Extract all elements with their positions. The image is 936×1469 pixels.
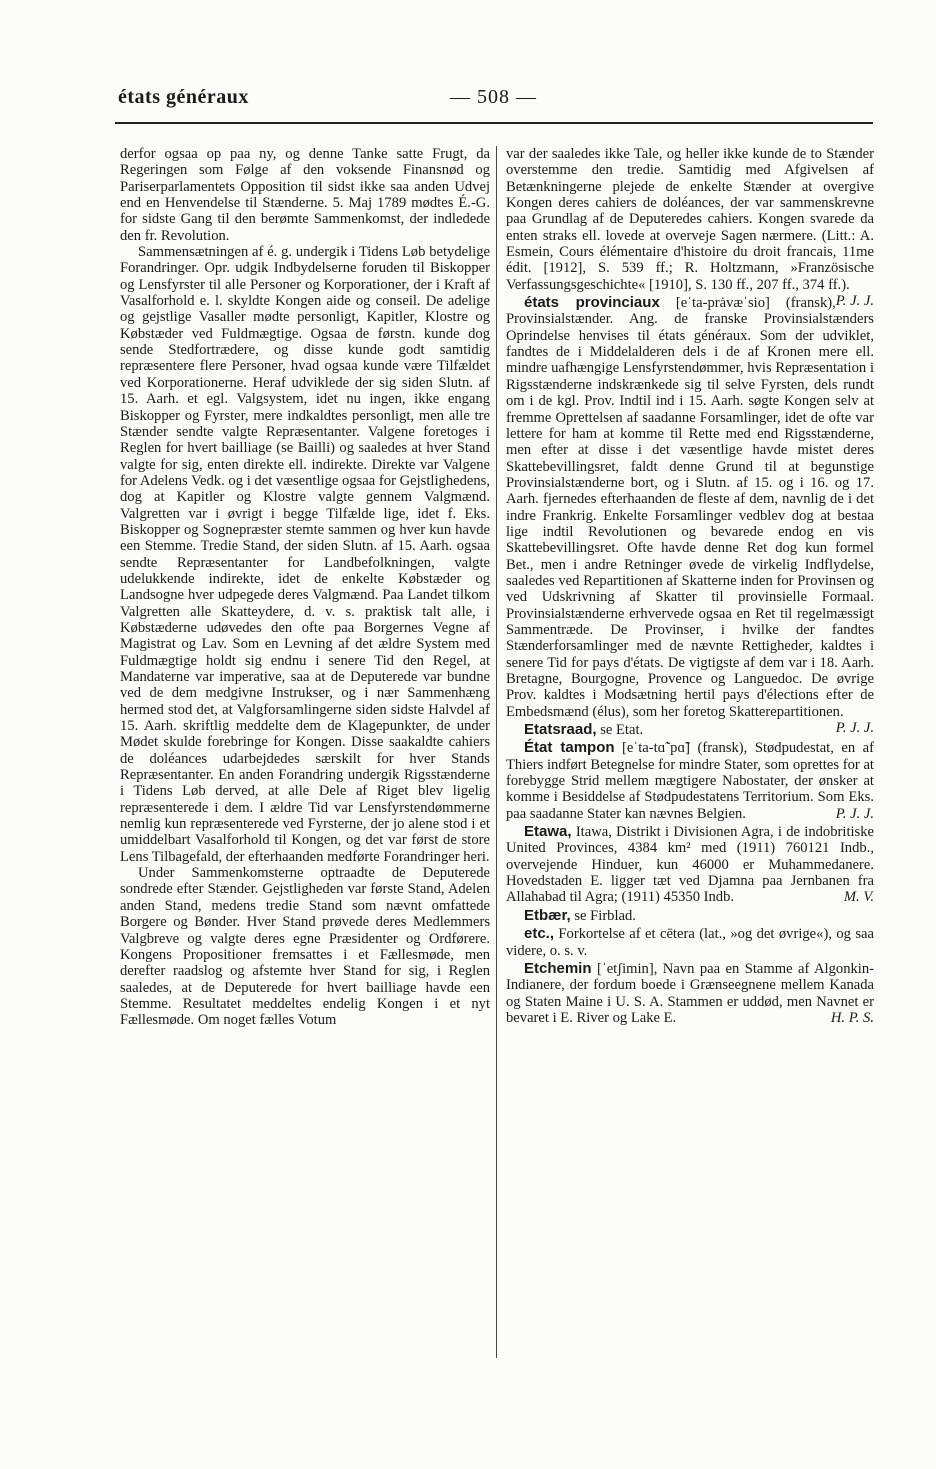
entry-headword: etc., [524,925,555,943]
entry-text: [eˈta-prȧvæˈsio] (fransk), Provinsialstænder. Ang. de franske Provinsialstænders Oprindelse henvises til états généraux. Som der udviklet, fandtes de i Middelalderen dels i de af Kronen mere ell. mindre uafhængige Lensfyrstendømmer, hvis Repræsentation i Rigsstænderne indskrænkede sig til selve Fyrsten, dels rundt om i de kgl. Prov. Indtil ind i 15. Aarh. søgte Kongen selv at fremme Oprettelsen af saadanne Forsamlinger, idet de ofte var lettere for ham at komme til Rette med end Rigsstænderne, men efter at disse i det væsentlige havde mistet deres Skattebevillingsret, faldt denne Grund til at begunstige Provinsialstænderne bort, og i Slutn. af 15. og i 16. og 17. Aarh. fjernedes efterhaanden de fleste af dem, navnlig de i det indre Frankrig. Enkelte Forsamlinger vedblev dog at bestaa lige indtil Revolutionen og bevarede endog en vis Skattebevillingsret. Ofte havde denne Ret dog kun formel Bet., men i andre Retninger øvede de virkelig Indflydelse, saaledes ved Repartitionen af Skatterne inden for Provinsen og ved Udskrivning af Skatter til provinsielle Formaal. Provinsialstænderne erhvervede ogsaa en Ret til regelmæssigt Sammentræde. De Provinser, i hvilke der fandtes Stænderforsamlinger med de nævnte Rettigheder, kaldtes i senere Tid for pays d'états. De vigtigste af dem var i 18. Aarh. Bretagne, Bourgogne, Provence og Languedoc. De øvrige Prov. kaldtes i Modsætning hertil pays d'élections efter de Embedsmænd (élus), som her foretog Skatterepartitionen. [506,295,874,720]
author-signature: M. V. [843,889,874,906]
author-signature: P. J. J. [835,293,874,310]
entry-text: se Firblad. [574,907,636,924]
entry-etawa [506,824,874,906]
paragraph: derfor ogsaa op paa ny, og denne Tanke satte Frugt, da Regeringen som Følge af den voksende Finansnød og Pariserparlamentets Opposition til sidst ikke saa anden Udvej end en Henvendelse til Stænderne. 5. Maj 1789 mødtes É.-G. for sidste Gang til den berømte Sammenkomst, der indledede den fr. Revolution. [120,146,490,244]
paragraph: Sammensætningen af é. g. undergik i Tidens Løb betydelige Forandringer. Opr. udgik Indbydelserne foruden til Biskopper og Lensfyrster til alle Personer og Korporationer, der i Kraft af Vasalforhold e. l. skyldte Kongen aide og conseil. De adelige og gejstlige Vasaller mødte personligt, Kapitler, Klostre og Købstæder ved Fuldmægtige. Ogsaa de førstn. kunde dog sende Stedfortrædere, og disse kunde godt samtidig repræsentere flere Personer, hvad ogsaa kunde være Tilfældet ved Korporationerne. Heraf udviklede der sig siden Slutn. af 15. Aarh. et egl. Valgsystem, idet nu ingen, ikke engang Biskopper og Fyrster, mere indkaldtes personligt, men alle tre Stænder sendte valgte Repræsentanter. Valgene foretoges i Reglen for hvert bailliage (se Bailli) og saaledes at hver Stand valgte for sig, enten direkte ell. indirekte. Direkte var Valgene for Adelens Vedk. og i det væsentlige ogsaa for Gejstlighedens, dog at Kapitler og Klostre valgte gennem Valgmænd. Valgretten var i øvrigt i begge Tilfælde lige, idet f. Eks. Biskopper og Sognepræster stemte sammen og hver kun havde een Stemme. Tredie Stand, der siden Slutn. af 15. Aarh. ogsaa sendte Repræsentanter for Landbefolkningen, valgte udelukkende indirekte, idet de enkelte Købstæder og Landsogne hver udpegede deres Valgmænd. Paa Landet tilkom Valgretten alle Skatteydere, d. v. s. praktisk talt alle, i Købstæderne udøvedes den ofte paa Borgernes Vegne af Magistrat og Lav. Som en Levning af det ældre System med Fuldmægtige holdt sig endnu i senere Tid den Regel, at Mandaterne var imperative, saa at de Deputerede var bundne ved de dem medgivne Instrukser, og i nær Sammenhæng hermed stod det, at Valgforsamlingerne siden sidste Halvdel af 15. Aarh. skriftlig meddelte dem de Klagepunkter, de under Mødet skulde forebringe for Kongen. Disse saakaldte cahiers de doléances udarbejdedes særskilt for hver Stands Repræsentanter. En anden Forandring undergik Rigsstænderne i Tidens Løb derved, at alle Dele af Riget blev ligelig repræsenterede i dem. I ældre Tid var Lensfyrstendømmerne nemlig kun repræsenterede ved Fyrsterne, der jo alene stod i et umiddelbart Vasalforhold til Kongen, og det var først de store Lens Tilbagefald, der efterhaanden medførte Forandringer heri. [120,244,490,865]
entry-text: [eˈta-tɑ̃ˈpɑ̃] (fransk), Stødpudestat, en af Thiers indført Betegnelse for mindre Stater, som oprettes for at forebygge Strid mellem mægtigere Nabostater, der ønsker at komme i Besiddelse af Stødpudestatens Territorium. Som Eks. paa saadanne Stater kan nævnes Belgien. [506,740,874,822]
right-column [506,146,874,1026]
entry-text: [ˈetʃimin], Navn paa en Stamme af Algonkin-Indianere, der fordum boede i Grænseegnene mellem Kanada og Staten Maine i U. S. A. Stammen er uddød, men Navnet er bevaret i E. River og Lake E. [506,960,874,1026]
continuation-text: var der saaledes ikke Tale, og heller ikke kunde de to Stænder overstemme den tredie. Samtidig med Afgivelsen af Betænkningerne plejede de enkelte Stænder at overgive Kongen deres cahiers de doléances, der var sammenskrevne paa Grundlag af de Deputeredes cahiers. Kongen svarede da enten straks ell. lovede at overveje Sagen nærmere. (Litt.: A. Esmein, Cours élémentaire d'histoire du droit francais, 11me édit. [1912], S. 539 ff.; R. Holtzmann, »Französische Verfassungsgeschichte« [1910], S. 130 ff., 207 ff., 374 ff.). [506,146,874,293]
paragraph: Under Sammenkomsterne optraadte de Deputerede sondrede efter Stænder. Gejstligheden var første Stand, Adelen anden Stand, medens tredie Stand som nævnt omfattede Borgere og Bønder. Hver Stand prøvede deres Medlemmers Valgbreve og valgte deres egne Præsidenter og Ordførere. Kongens Propositioner fremsattes i et Fællesmøde, men derefter raadslog og afstemte hver Stand for sig, i Reglen saaledes, at de Deputerede for hvert bailliage havde een Stemme. Resultatet meddeltes endelig Kongen i et nyt Fællesmøde. Om noget fælles Votum [120,865,490,1029]
page-header [0,86,936,116]
left-column [120,146,490,1029]
entry-headword: Etchemin [524,959,592,977]
entry-headword: Etbær, [524,906,571,924]
running-headword: états généraux [118,86,249,108]
entry-etchemin [506,961,874,1026]
column-divider [496,146,497,1358]
entry-headword: Etawa, [524,823,572,841]
entry-text: se Etat. [600,722,644,739]
entry-etbaer [506,908,874,924]
entry-headword: Etatsraad, [524,721,597,739]
page-number: — 508 — [450,86,537,108]
entry-text: Forkortelse af et cētera (lat., »og det øvrige«), og saa videre, o. s. v. [506,926,874,959]
entry-headword: État tampon [524,739,615,757]
author-signature: P. J. J. [835,805,874,822]
entry-etc [506,926,874,959]
author-signature: H. P. S. [830,1009,874,1026]
header-rule [115,122,873,124]
entry-etat-tampon [506,740,874,822]
entry-headword: états provinciaux [524,294,660,312]
author-signature: P. J. J. [835,720,874,737]
entry-text: Itawa, Distrikt i Divisionen Agra, i de indobritiske United Provinces, 4384 km² med (1911) 760121 Indb., overvejende Hinduer, kun 46000 er Muhammedanere. Hovedstaden E. ligger tæt ved Djamna paa Jernbanen fra Allahabad til Agra; (1911) 45350 Indb. [506,824,875,906]
